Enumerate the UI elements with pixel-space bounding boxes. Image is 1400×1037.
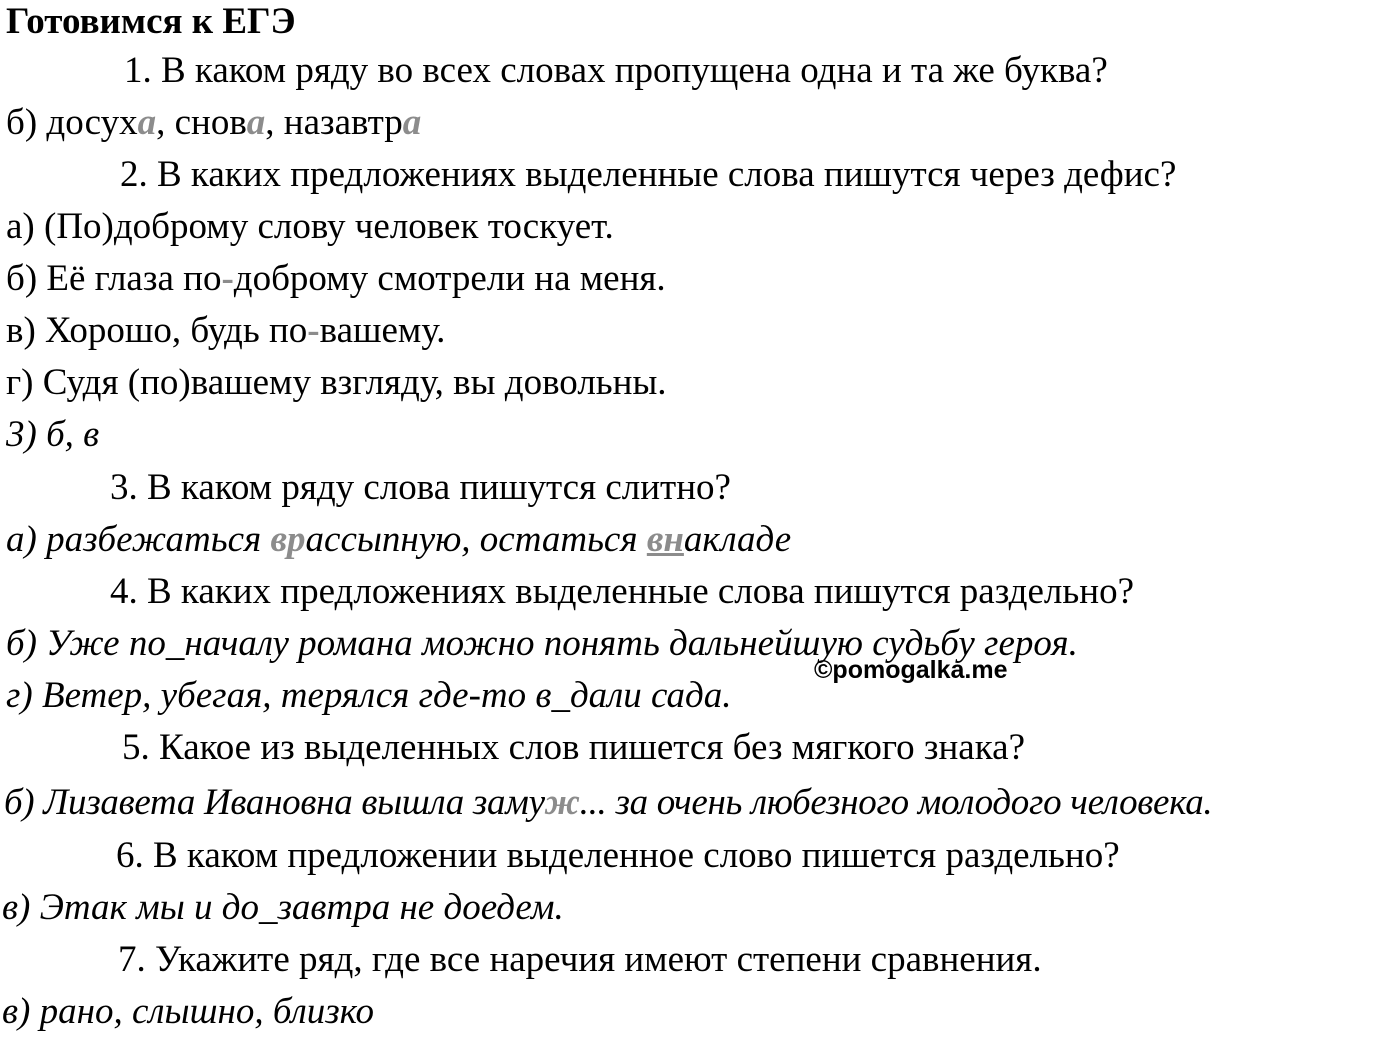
answer-7: в) рано, слышно, близко (2, 991, 375, 1032)
answer-2: 3) б, в (6, 414, 100, 455)
option-2v-after: вашему. (319, 310, 446, 351)
answer-5-part-1: б) Лизавета Ивановна вышла заму (4, 782, 545, 823)
answer-4g: г) Ветер, убегая, терялся где-то в_дали сада. (6, 675, 732, 716)
answer-5-part-2: ... за очень любезного молодого человека. (579, 782, 1213, 823)
page-title: Готовимся к ЕГЭ (6, 1, 296, 42)
answer-1-letter-3: а (402, 102, 422, 143)
answer-1-prefix: б) (6, 102, 47, 143)
option-2b-after: доброму смотрели на меня. (233, 258, 666, 299)
option-2v (6, 309, 445, 353)
question-3: 3. В каком ряду слова пишутся слитно? (110, 467, 731, 508)
answer-4b: б) Уже по_началу романа можно понять дальнейшую судьбу героя. (6, 623, 1078, 664)
answer-1-sep-2: , (265, 102, 284, 143)
answer-1-word-2: снов (174, 102, 247, 143)
answer-3-part-1: а) разбежаться (6, 519, 271, 560)
option-2b-dash: - (221, 258, 234, 299)
watermark: ©pomogalka.me (814, 656, 1008, 684)
answer-5 (4, 781, 1212, 825)
option-2a: а) (По)доброму слову человек тоскует. (6, 206, 614, 247)
option-2v-before: в) Хорошо, будь по (6, 310, 308, 351)
answer-1 (6, 101, 421, 145)
question-6: 6. В каком предложении выделенное слово пишется раздельно? (116, 835, 1120, 876)
question-1: 1. В каком ряду во всех словах пропущена одна и та же буква? (124, 50, 1108, 91)
answer-3-part-3: акладе (683, 519, 792, 560)
answer-3-highlight-2: вн (646, 519, 684, 560)
option-2b-before: б) Её глаза по (6, 258, 222, 299)
answer-3-highlight-1: вр (270, 519, 306, 560)
question-2: 2. В каких предложениях выделенные слова пишутся через дефис? (120, 154, 1177, 195)
answer-1-word-3: назавтр (283, 102, 403, 143)
answer-5-highlight: ж (544, 782, 580, 823)
answer-1-sep-1: , (156, 102, 175, 143)
question-4: 4. В каких предложениях выделенные слова пишутся раздельно? (110, 571, 1134, 612)
option-2b (6, 257, 666, 301)
answer-1-letter-1: а (137, 102, 157, 143)
answer-3-part-2: ассыпную, остаться (305, 519, 647, 560)
answer-6: в) Этак мы и до_завтра не доедем. (2, 887, 564, 928)
option-2g: г) Судя (по)вашему взгляду, вы довольны. (6, 362, 667, 403)
option-2v-dash: - (307, 310, 320, 351)
answer-3 (6, 518, 791, 562)
question-5: 5. Какое из выделенных слов пишется без мягкого знака? (122, 727, 1025, 768)
question-7: 7. Укажите ряд, где все наречия имеют степени сравнения. (118, 939, 1042, 980)
answer-1-letter-2: а (246, 102, 266, 143)
answer-1-word-1: досух (46, 102, 138, 143)
